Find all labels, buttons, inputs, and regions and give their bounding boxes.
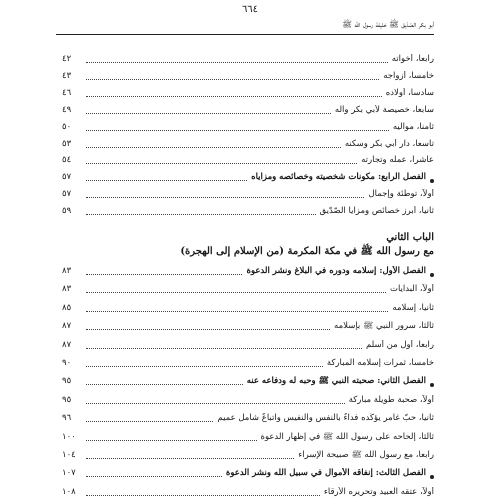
dot-leader (86, 310, 388, 312)
running-header: أبو بكر الصّدّيق ﷺ خليفة رسول الله ﷺ (56, 19, 434, 35)
toc-chapter-row (62, 261, 434, 277)
toc-page-number: ٩٥ (62, 376, 72, 387)
toc-page-number: ٤٣ (62, 70, 72, 81)
dot-leader (86, 457, 294, 459)
toc-entry-title: عاشراً، عمله وتجارته (361, 155, 434, 166)
toc-entry-title: الفصل الثالث: إنفاقه الأموال في سبيل الله ونشر الدعوة (225, 468, 426, 479)
bullet-icon (430, 383, 434, 387)
toc-entry-title: ثانياً، أبرز خصائص ومزايا الصّدّيق (319, 206, 434, 217)
toc-page-number: ٤٦ (62, 87, 72, 98)
toc-page-number: ٩٠ (62, 358, 72, 368)
toc-entry-title: رابعاً، مع رسول الله ﷺ صبيحة الإسراء (298, 450, 434, 460)
toc-page-number: ٩٥ (62, 394, 72, 405)
dot-leader (86, 420, 213, 422)
toc-entry-title: ثالثاً، سرور النبي ﷺ بإسلامه (334, 321, 434, 332)
toc-entry-title: خامساً، أزواجه (383, 70, 434, 81)
toc-page-number: ٥٤ (62, 155, 72, 166)
toc-page-number: ٩٦ (62, 413, 72, 424)
toc-chapter-row (62, 463, 434, 479)
dot-leader (86, 328, 330, 330)
toc-page-number: ٥٧ (62, 172, 72, 183)
dot-leader (86, 494, 320, 496)
toc-entry-title: الفصل الرابع: مكونات شخصيته وخصائصه ومزاياه (251, 172, 426, 183)
toc-entry-row (62, 445, 434, 461)
toc-page-number: ٥٧ (62, 189, 72, 200)
toc-entry-row (62, 316, 434, 332)
toc-page-number: ٥٠ (62, 121, 72, 132)
toc-entry-title: أولاً، البدايات (389, 284, 434, 295)
toc-page-number: ١٠٨ (62, 486, 76, 497)
toc-entry-row (62, 482, 434, 498)
toc-entry-title: خامساً، ثمرات إسلامه المباركة (326, 358, 434, 368)
toc-entry-title: سادساً، أولاده (385, 87, 434, 98)
toc-page-number: ٤٩ (62, 104, 72, 115)
toc-entry-title: ثانياً، إسلامه (392, 302, 434, 313)
dot-leader (86, 439, 257, 441)
toc-entry-row (62, 408, 434, 424)
toc-page-number: ٨٥ (62, 302, 72, 313)
toc-page-number: ١٠٤ (62, 450, 76, 460)
toc-page-number: ٥٩ (62, 206, 72, 217)
part-title: الباب الثاني (386, 232, 434, 243)
toc-entry-row (62, 390, 434, 406)
dot-leader (86, 383, 243, 385)
toc-chapter-row (62, 371, 434, 387)
dot-leader (86, 273, 242, 275)
dot-leader (86, 402, 345, 404)
toc-entry-title: ثامناً، مواليه (392, 121, 434, 132)
toc-page-number: ٤٢ (62, 54, 72, 64)
toc-entry-row (62, 427, 434, 443)
toc-entry-row (62, 279, 434, 295)
toc-entry-title: سابعاً، خصيصة لأبي بكر وآله (334, 104, 434, 115)
toc-page-number: ٨٣ (62, 266, 72, 276)
toc-entry-title: تاسعاً، دار أبي بكر وسكنه (344, 138, 434, 149)
toc-entry-title: الفصل الأول: إسلامه ودوره في البلاغ ونشر الدعوة (246, 266, 426, 276)
dot-leader (86, 475, 222, 477)
toc-entry-title: رابعاً، أول من أسلم (366, 339, 434, 350)
toc-entry-title: أولاً، صحبة طويلة مباركة (348, 394, 434, 405)
toc-page-number: ١٠٧ (62, 468, 76, 479)
toc-entry-title: الفصل الثاني: صحبته النبي ﷺ وحبه له ودفاعه عنه (246, 376, 426, 387)
bullet-icon (430, 273, 434, 277)
toc-entry-row (62, 298, 434, 314)
toc-page-number: ٥٣ (62, 138, 72, 149)
toc-entry-row (62, 353, 434, 369)
toc-page-number: ٨٧ (62, 339, 72, 350)
toc-entry-row (62, 335, 434, 351)
toc-entry-title: أولاً، عتقه العبيد وتحريره الأرقاء (323, 486, 434, 497)
part-subtitle: مع رسول الله ﷺ في مكة المكرمة (من الإسلام إلى الهجرة) (180, 246, 434, 257)
toc-entry-title: ثانياً، حبّ غامر يؤكّده فداءٌ بالنفس والنفيس واتباعٌ شامل عميم (217, 413, 434, 424)
toc-page-number: ٨٧ (62, 321, 72, 332)
bullet-icon (430, 475, 434, 479)
toc-entry-title: ثالثاً، إلحاحه على رسول الله ﷺ في إظهار الدعوة (260, 431, 434, 442)
toc-entry-title: رابعاً، أخواته (391, 54, 434, 64)
toc-page-number: ١٠٠ (62, 431, 76, 442)
dot-leader (86, 365, 323, 367)
dot-leader (86, 291, 386, 293)
toc-entry-title: أولاً، توطئة وإجمال (368, 189, 434, 200)
page-number: ٦٦٤ (241, 4, 259, 15)
dot-leader (86, 347, 362, 349)
toc-page-number: ٨٣ (62, 284, 72, 295)
